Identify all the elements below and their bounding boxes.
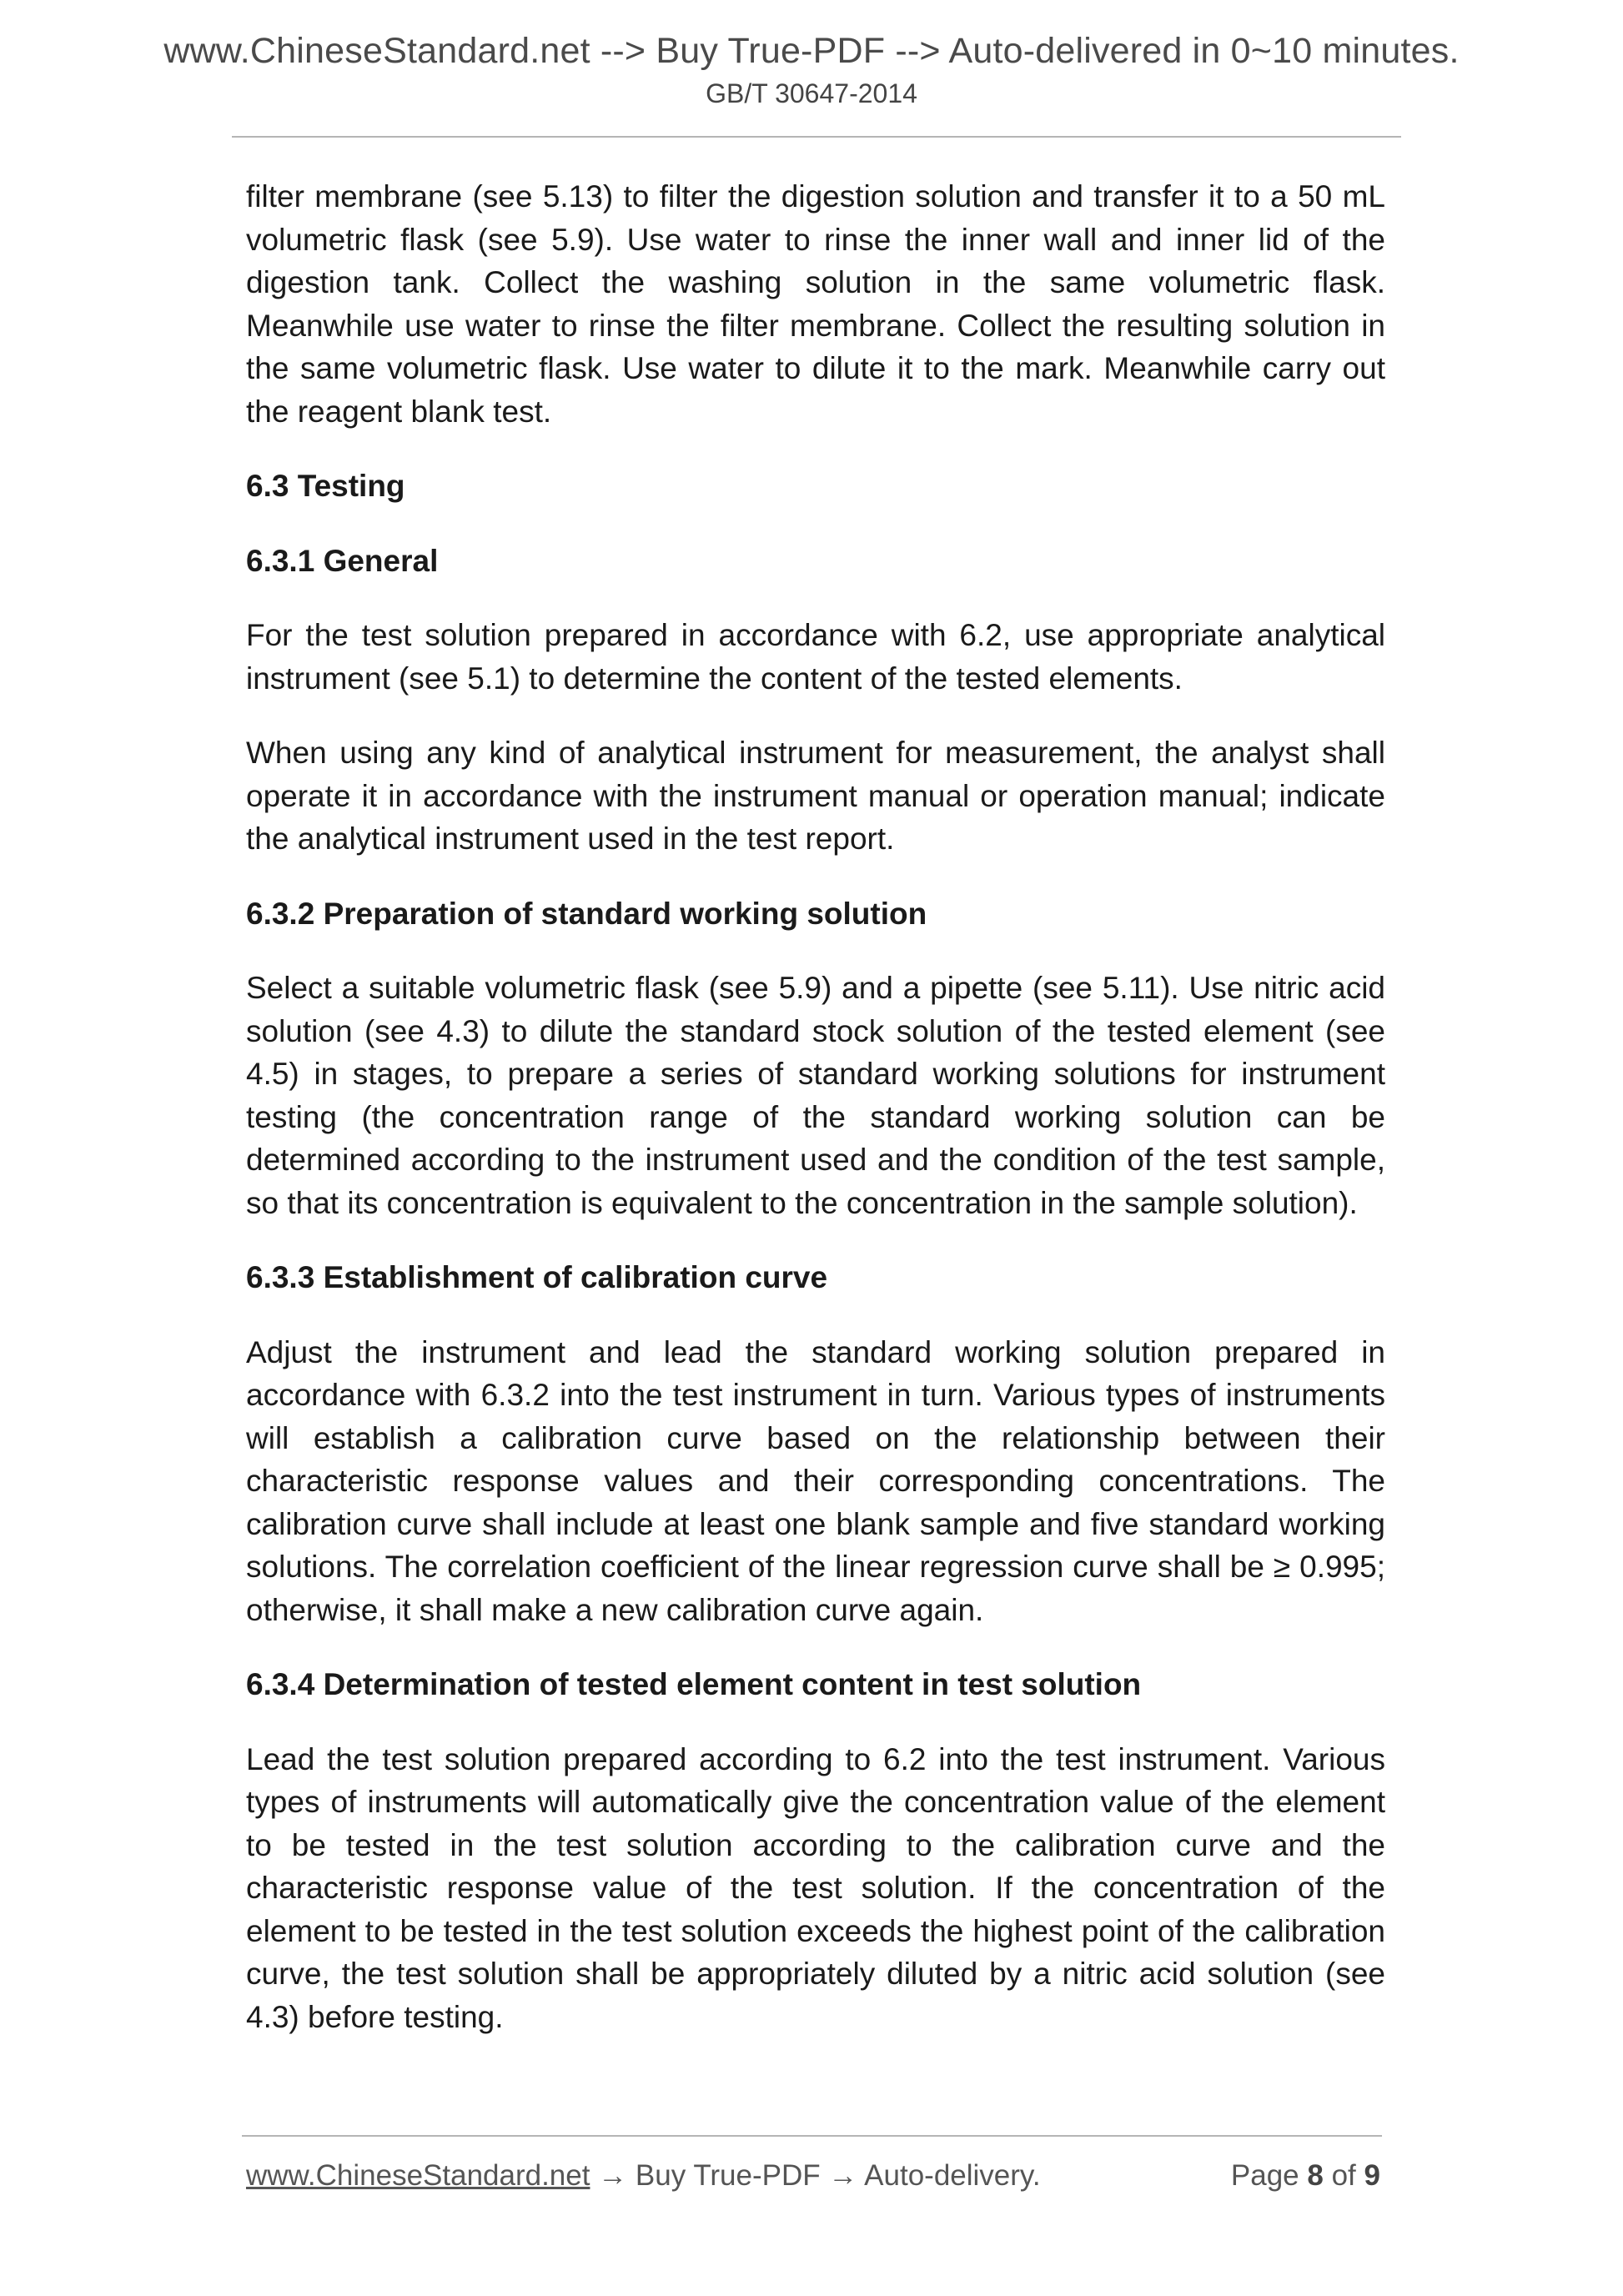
- page-indicator: [1231, 2158, 1380, 2193]
- paragraph-6-3-2: Select a suitable volumetric flask (see 5.9) and a pipette (see 5.11). Use nitric acid solution (see 4.3) to dilute the standard stock solution of the tested element (see 4.5) in stages, to prepare a series of standard working solutions for instrument testing (the concentration range of the standard working solution can be determined according to the instrument used and the condition of the test sample, so that its concentration is equivalent to the concentration in the sample solution).: [246, 971, 1385, 1220]
- section-heading-6-3-4: 6.3.4 Determination of tested element content in test solution: [246, 1667, 1142, 1701]
- footer-divider: [242, 2135, 1382, 2137]
- footer-site-link[interactable]: www.ChineseStandard.net: [246, 2159, 590, 2192]
- standard-code: GB/T 30647-2014: [706, 78, 917, 108]
- paragraph-6-3-1-b: When using any kind of analytical instrument for measurement, the analyst shall operate it in accordance with the instrument manual or operation manual; indicate the analytical instrument used in the test report.: [246, 736, 1385, 856]
- page-total: 9: [1364, 2159, 1380, 2192]
- section-heading-6-3-3: 6.3.3 Establishment of calibration curve: [246, 1260, 828, 1294]
- page-current: 8: [1307, 2159, 1324, 2192]
- page-label: Page: [1230, 2159, 1299, 2192]
- paragraph-intro: filter membrane (see 5.13) to filter the digestion solution and transfer it to a 50 mL volumetric flask (see 5.9). Use water to rinse the inner wall and inner lid of the digestion tank. Collect the washing solution in the same volumetric flask. Meanwhile use water to rinse the filter membrane. Collect the resulting solution in the same volumetric flask. Use water to dilute it to the mark. Meanwhile carry out the reagent blank test.: [246, 179, 1385, 429]
- document-body: [246, 175, 1385, 2070]
- paragraph-6-3-1-a: For the test solution prepared in accordance with 6.2, use appropriate analytical instrument (see 5.1) to determine the content of the tested elements.: [246, 618, 1385, 696]
- header-divider: [232, 136, 1401, 138]
- footer-promo: [246, 2158, 1041, 2193]
- footer-delivery-text: → Buy True-PDF → Auto-delivery.: [590, 2159, 1041, 2192]
- site-banner: www.ChineseStandard.net --> Buy True-PDF --> Auto-delivered in 0~10 minutes.: [163, 31, 1460, 71]
- page-of-label: of: [1331, 2159, 1356, 2192]
- section-heading-6-3: 6.3 Testing: [246, 469, 405, 503]
- paragraph-6-3-3: Adjust the instrument and lead the standard working solution prepared in accordance with 6.3.2 into the test instrument in turn. Various types of instruments will establish a calibration curve based on the relationship between their characteristic response values and their corresponding concentrations. The calibration curve shall include at least one blank sample and five standard working solutions. The correlation coefficient of the linear regression curve shall be ≥ 0.995; otherwise, it shall make a new calibration curve again.: [246, 1334, 1385, 1627]
- paragraph-6-3-4: Lead the test solution prepared according to 6.2 into the test instrument. Various types of instruments will automatically give the concentration value of the element to be tested in the test solution according to the calibration curve and the characteristic response value of the test solution. If the concentration of the element to be tested in the test solution exceeds the highest point of the calibration curve, the test solution shall be appropriately diluted by a nitric acid solution (see 4.3) before testing.: [246, 1741, 1385, 2034]
- section-heading-6-3-2: 6.3.2 Preparation of standard working solution: [246, 896, 927, 931]
- section-heading-6-3-1: 6.3.1 General: [246, 543, 439, 578]
